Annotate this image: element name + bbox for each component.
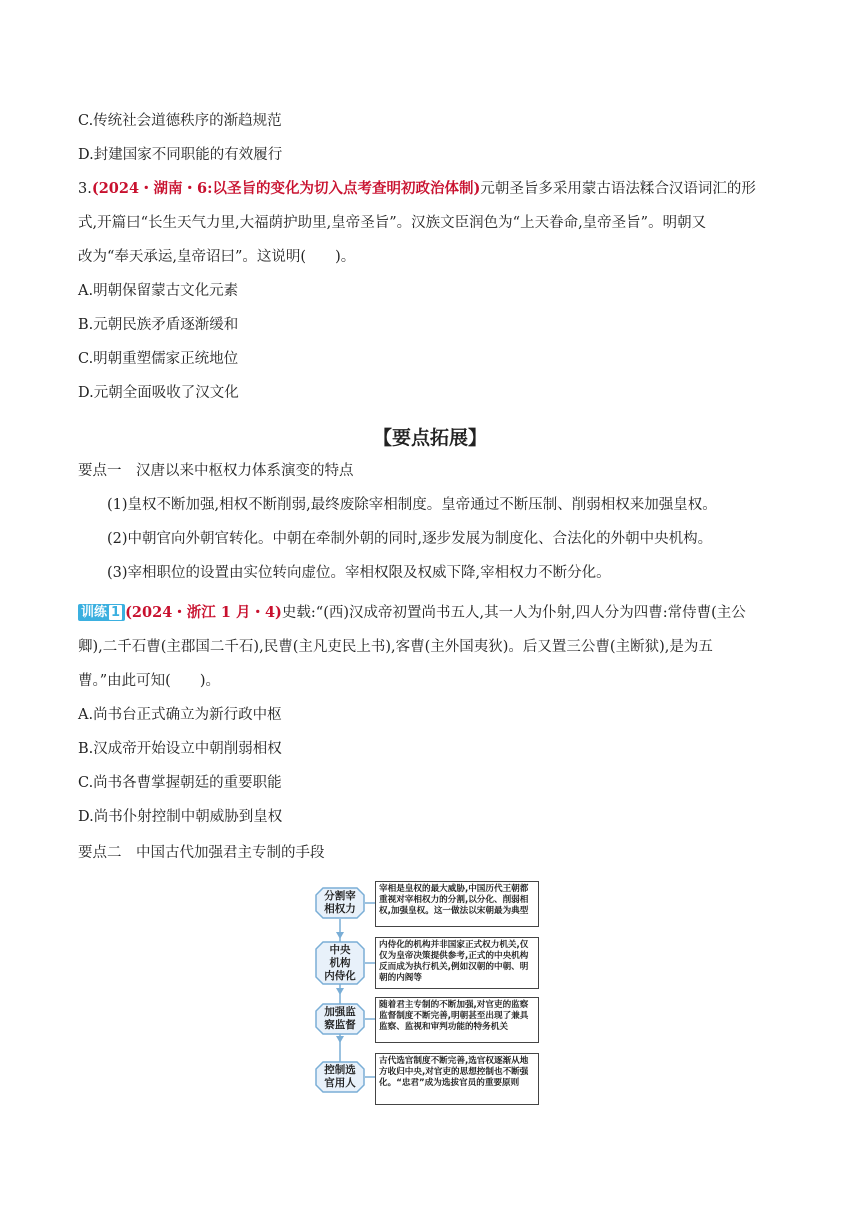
q3-stem-text1: 元朝圣旨多采用蒙古语法糅合汉语词汇的形 <box>480 181 756 197</box>
node-label-line2: 察监督 <box>324 1019 356 1031</box>
training-source: (2024・浙江 1 月・4) <box>125 604 282 621</box>
diagram-desc-split-power: 宰相是皇权的最大威胁,中国历代王朝都重视对宰相权力的分割,以分化、削弱相权,加强皇权。这一做法以宋朝最为典型 <box>375 881 539 927</box>
node-label-line1: 加强监 <box>324 1006 356 1018</box>
diagram-node-inner-court <box>315 941 365 985</box>
q3-stem-line2: 式,开篇曰“长生天气力里,大福荫护助里,皇帝圣旨”。汉族文臣润色为“上天眷命,皇帝圣旨”。明朝又 <box>78 215 707 231</box>
q3-option-c: C.明朝重塑儒家正统地位 <box>78 351 239 367</box>
q3-option-b: B.元朝民族矛盾逐渐缓和 <box>78 317 239 333</box>
diagram-desc-inner-court: 内侍化的机构并非国家正式权力机关,仅仅为皇帝决策提供参考,正式的中央机构反而成为执行机关,例如汉朝的中朝、明朝的内阁等 <box>375 937 539 989</box>
point1-title: 要点一 汉唐以来中枢权力体系演变的特点 <box>78 463 354 479</box>
training-option-a: A.尚书台正式确立为新行政中枢 <box>78 707 282 723</box>
node-label-line2: 官用人 <box>324 1077 356 1089</box>
point2-title: 要点二 中国古代加强君主专制的手段 <box>78 845 325 861</box>
training-badge-text: 训练 <box>81 605 108 620</box>
training-stem-line1 <box>78 603 746 623</box>
node-label-line1: 中央 <box>329 944 351 956</box>
training-stem-line3: 曹。”由此可知( )。 <box>78 673 220 689</box>
q3-source: (2024・湖南・6:以圣旨的变化为切入点考查明初政治体制) <box>91 180 481 197</box>
node-label-line3: 内侍化 <box>324 970 356 982</box>
training-option-b: B.汉成帝开始设立中朝削弱相权 <box>78 741 282 757</box>
training-option-c: C.尚书各曹掌握朝廷的重要职能 <box>78 775 282 791</box>
diagram-desc-official-selection: 古代选官制度不断完善,选官权逐渐从地方收归中央,对官吏的思想控制也不断强化。“忠君”成为选拔官员的重要原则 <box>375 1053 539 1105</box>
training-option-d: D.尚书仆射控制中朝威胁到皇权 <box>78 809 283 825</box>
q2-option-d: D.封建国家不同职能的有效履行 <box>78 147 283 163</box>
arrow-down-icon <box>336 1036 344 1043</box>
point1-item2: (2)中朝官向外朝官转化。中朝在牵制外朝的同时,逐步发展为制度化、合法化的外朝中央机构。 <box>107 531 713 547</box>
point1-item3: (3)宰相职位的设置由实位转向虚位。宰相权限及权威下降,宰相权力不断分化。 <box>107 565 611 581</box>
training-stem-line2: 卿),二千石曹(主郡国二千石),民曹(主凡吏民上书),客曹(主外国夷狄)。后又置三公曹(主断狱),是为五 <box>78 639 713 655</box>
diagram-desc-supervision: 随着君主专制的不断加强,对官吏的监察监督制度不断完善,明朝甚至出现了兼具监察、监视和审判功能的特务机关 <box>375 997 539 1043</box>
training-badge-num: 1 <box>111 605 121 620</box>
training-badge <box>78 604 125 621</box>
arrow-down-icon <box>336 932 344 939</box>
q3-number: 3. <box>78 181 92 197</box>
autocracy-means-diagram <box>315 879 541 1109</box>
q3-stem-line1 <box>78 179 756 199</box>
point1-item1: (1)皇权不断加强,相权不断削弱,最终废除宰相制度。皇帝通过不断压制、削弱相权来加强皇权。 <box>107 497 717 513</box>
q3-stem-line3: 改为“奉天承运,皇帝诏曰”。这说明( )。 <box>78 249 356 265</box>
q3-option-a: A.明朝保留蒙古文化元素 <box>78 283 239 299</box>
training-stem-text1: 史载:“(西)汉成帝初置尚书五人,其一人为仆射,四人分为四曹:常侍曹(主公 <box>281 605 746 621</box>
q2-option-c: C.传统社会道德秩序的渐趋规范 <box>78 113 282 129</box>
diagram-node-supervision <box>315 1003 365 1035</box>
diagram-node-official-selection <box>315 1061 365 1093</box>
diagram-node-split-power <box>315 887 365 919</box>
node-label-line1: 分割宰 <box>324 890 356 902</box>
arrow-down-icon <box>336 988 344 995</box>
q3-option-d: D.元朝全面吸收了汉文化 <box>78 385 239 401</box>
node-label-line1: 控制选 <box>324 1064 356 1076</box>
node-label-line2: 相权力 <box>324 903 356 915</box>
section-title: 【要点拓展】 <box>372 427 487 449</box>
node-label-line2: 机构 <box>329 957 351 969</box>
